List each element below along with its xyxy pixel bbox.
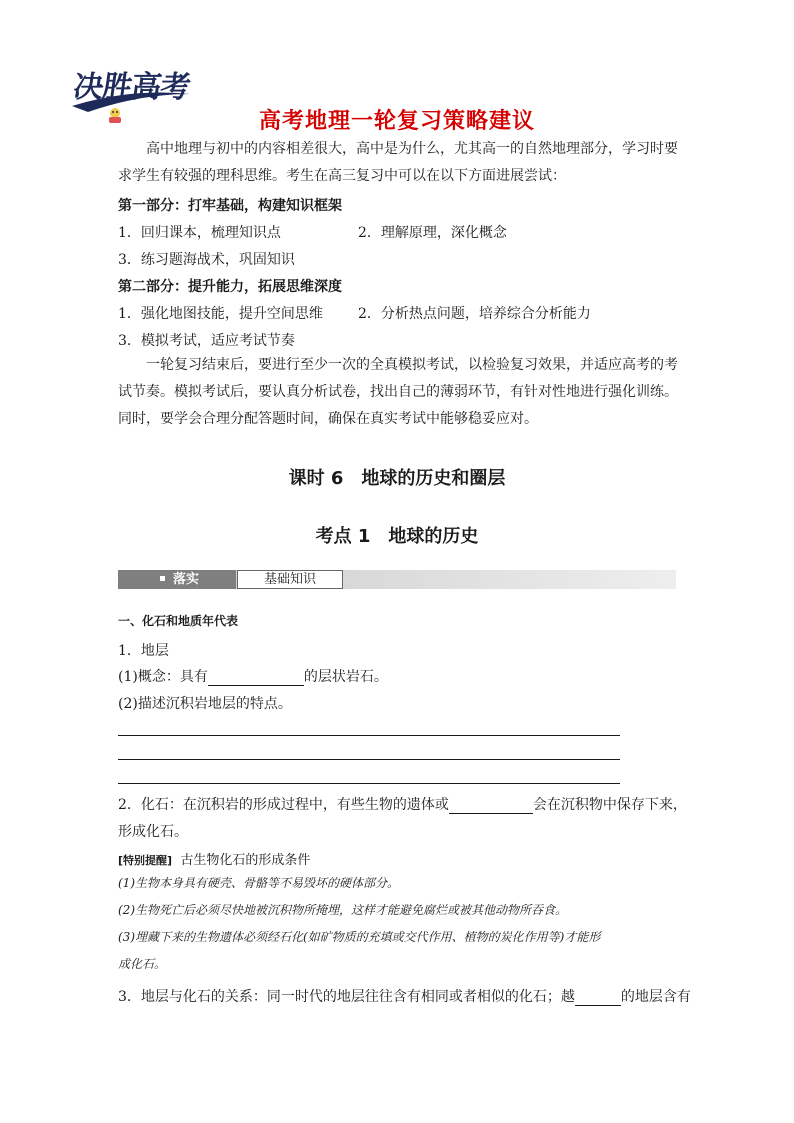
- part2-item-3: 3．模拟考试，适应考试节奏: [118, 333, 295, 349]
- fossil-after: 会在沉积物中保存下来，: [532, 797, 687, 813]
- tip-heading: [118, 849, 310, 868]
- answer-line[interactable]: [118, 783, 620, 784]
- point-title: 考点 1 地球的历史: [315, 526, 479, 547]
- part1-heading: 第一部分：打牢基础，构建知识框架: [118, 198, 342, 214]
- s1-fossil: [118, 794, 687, 814]
- logo-text: 决胜高考: [71, 70, 192, 105]
- s1-fossil-cont: 形成化石。: [118, 824, 188, 840]
- part1-item-2: 2．理解原理，深化概念: [358, 225, 507, 241]
- answer-line[interactable]: [118, 735, 620, 736]
- fill-blank[interactable]: [449, 799, 533, 814]
- s1-item1: 1．地层: [118, 643, 169, 659]
- part2-item-1: 1．强化地图技能，提升空间思维: [118, 306, 323, 322]
- fill-blank[interactable]: [208, 671, 304, 686]
- mock-exam-paragraph: 一轮复习结束后，要进行至少一次的全真模拟考试，以检验复习效果，并适应高考的考试节奏。模拟考试后，要认真分析试卷，找出自己的薄弱环节，有针对性地进行强化训练。同时，要学会合理分配答题时间，确保在真实考试中能够稳妥应对。: [118, 357, 678, 427]
- s1-concept: [118, 666, 388, 686]
- part1-item-1: 1．回归课本，梳理知识点: [118, 225, 281, 241]
- concept-after: 的层状岩石。: [303, 669, 388, 685]
- tip-title: 古生物化石的形成条件: [180, 853, 311, 868]
- section-dark-text: 落实: [173, 572, 200, 587]
- part1-item-3: 3．练习题海战术，巩固知识: [118, 252, 295, 268]
- tip-condition-2: (2)生物死亡后必须尽快地被沉积物所掩埋，这样才能避免腐烂或被其他动物所吞食。: [118, 903, 568, 917]
- fill-blank[interactable]: [575, 991, 621, 1006]
- section-label-light: 基础知识: [237, 570, 343, 589]
- tip-tag: [特别提醒]: [118, 854, 173, 867]
- answer-line[interactable]: [118, 759, 620, 760]
- s1-describe: (2)描述沉积岩地层的特点。: [118, 696, 292, 712]
- part2-item-2: 2．分析热点问题，培养综合分析能力: [358, 306, 591, 322]
- fossil-before: 2．化石：在沉积岩的形成过程中，有些生物的遗体或: [118, 797, 449, 813]
- s1-relation: [118, 986, 691, 1006]
- section-label-dark: [118, 570, 236, 589]
- s1-heading: 一、化石和地质年代表: [118, 614, 239, 628]
- tip-condition-3-cont: 成化石。: [118, 957, 167, 971]
- page-title: 高考地理一轮复习策略建议: [258, 109, 535, 134]
- lesson-title: 课时 6 地球的历史和圈层: [288, 468, 506, 489]
- intro-paragraph: 高中地理与初中的内容相差很大，高中是为什么，尤其高一的自然地理部分，学习时要求学生有较强的理科思维。考生在高三复习中可以在以下方面进展尝试：: [118, 141, 678, 184]
- square-bullet-icon: [160, 576, 165, 581]
- tip-condition-3: (3)埋藏下来的生物遗体必须经石化(如矿物质的充填或交代作用、植物的炭化作用等)才能形: [118, 930, 601, 944]
- relation-after: 的地层含有: [620, 989, 691, 1005]
- part2-heading: 第二部分：提升能力，拓展思维深度: [118, 279, 342, 295]
- relation-before: 3．地层与化石的关系：同一时代的地层往往含有相同或者相似的化石；越: [118, 989, 575, 1005]
- tip-condition-1: (1)生物本身具有硬壳、骨骼等不易毁坏的硬体部分。: [118, 876, 400, 890]
- concept-before: (1)概念：具有: [118, 669, 208, 685]
